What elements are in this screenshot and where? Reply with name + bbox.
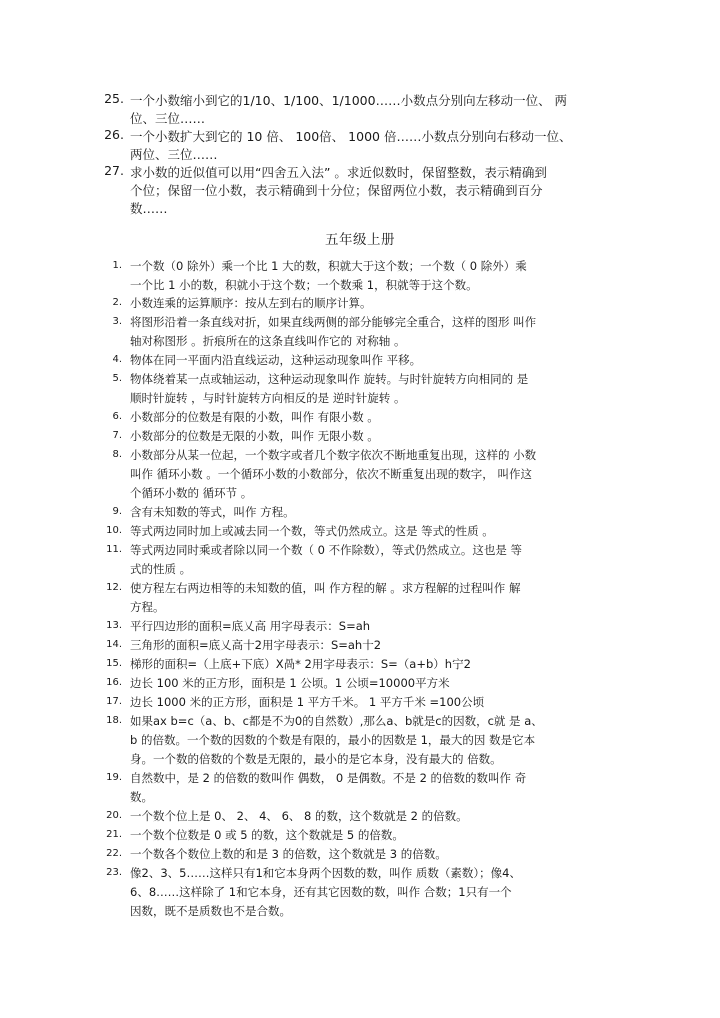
item-number: 19. [106, 772, 122, 783]
item-number: 21. [106, 829, 122, 840]
item-text: 轴对称图形 。折痕所在的这条直线叫作它的 对称轴 。 [130, 334, 406, 348]
item-text: b 的倍数。一个数的因数的个数是有限的，最小的因数是 1，最大的因 数是它本 [130, 733, 536, 747]
item-text: 如果ax b=c（a、b、c都是不为0的自然数）,那么a、b就是c的因数，c就 是 a、 [130, 714, 543, 728]
item-number: 2. [112, 297, 122, 308]
item-text: 三角形的面积=底乂高十2用字母表示：S=ah十2 [130, 638, 382, 652]
item-text: 个位；保留一位小数，表示精确到十分位；保留两位小数，表示精确到百分 [130, 183, 543, 198]
item-text: 物体在同一平面内沿直线运动，这种运动现象叫作 平移。 [130, 353, 422, 367]
item-text: 式的性质 。 [130, 562, 192, 576]
item-text: 一个比 1 小的数，积就小于这个数；一个数乘 1，积就等于这个数。 [130, 278, 478, 292]
item-text: 因数，既不是质数也不是合数。 [130, 904, 291, 918]
item-text: 一个小数扩大到它的 10 倍、 100倍、 1000 倍……小数点分别向右移动一位、 [130, 129, 572, 144]
item-number: 7. [112, 430, 122, 441]
item-text: 等式两边同时乘或者除以同一个数（ 0 不作除数），等式仍然成立。这也是 等 [130, 543, 523, 557]
item-number: 12. [106, 582, 122, 593]
item-number: 8. [112, 449, 122, 460]
item-number: 16. [106, 677, 122, 688]
item-text: 顺时针旋转 ，与时针旋转方向相反的是 逆时针旋转 。 [130, 391, 406, 405]
item-text: 一个数各个数位上数的和是 3 的倍数，这个数就是 3 的倍数。 [130, 847, 447, 861]
item-text: 自然数中，是 2 的倍数的数叫作 偶数， 0 是偶数。不是 2 的倍数的数叫作 奇 [130, 771, 527, 785]
item-number: 3. [112, 316, 122, 327]
item-number: 23. [106, 867, 122, 878]
item-text: 小数部分从某一位起，一个数字或者几个数字依次不断地重复出现，这样的 小数 [130, 448, 537, 462]
item-number: 6. [112, 411, 122, 422]
item-text: 个循环小数的 循环节 。 [130, 486, 253, 500]
item-text: 梯形的面积=（上底+下底）X咼* 2用字母表示：S=（a+b）h宁2 [130, 657, 471, 671]
item-text: 一个小数缩小到它的1/10、1/100、1/1000……小数点分别向左移动一位、 两 [130, 93, 568, 108]
item-number: 20. [106, 810, 122, 821]
item-text: 使方程左右两边相等的未知数的值，叫 作方程的解 。求方程解的过程叫作 解 [130, 581, 521, 595]
item-number: 4. [112, 354, 122, 365]
item-text: 一个数个位上是 0、 2、 4、 6、 8 的数，这个数就是 2 的倍数。 [130, 809, 468, 823]
item-number: 26. [104, 127, 124, 142]
item-text: 位、三位…… [130, 111, 206, 126]
item-text: 一个数（0 除外）乘一个比 1 大的数，积就大于这个数；一个数（ 0 除外）乘 [130, 259, 527, 273]
item-text: 平行四边形的面积=底乂高 用字母表示：S=ah [130, 619, 371, 633]
item-text: 小数连乘的运算顺序：按从左到右的顺序计算。 [130, 296, 372, 310]
item-number: 14. [106, 639, 122, 650]
item-number: 5. [112, 373, 122, 384]
item-number: 15. [106, 658, 122, 669]
item-number: 11. [106, 544, 122, 555]
item-text: 含有未知数的等式，叫作 方程。 [130, 505, 295, 519]
item-text: 将图形沿着一条直线对折，如果直线两侧的部分能够完全重合，这样的图形 叫作 [130, 315, 537, 329]
item-number: 13. [106, 620, 122, 631]
item-number: 18. [106, 715, 122, 726]
item-number: 9. [112, 506, 122, 517]
item-text: 身。一个数的倍数的个数是无限的，最小的是它本身，没有最大的 倍数。 [130, 752, 502, 766]
item-text: 一个数个位数是 0 或 5 的数，这个数就是 5 的倍数。 [130, 828, 404, 842]
item-text: 数。 [130, 790, 153, 804]
item-number: 1. [112, 260, 122, 271]
item-text: 小数部分的位数是无限的小数，叫作 无限小数 。 [130, 429, 379, 443]
item-text: 两位、三位…… [130, 147, 218, 162]
item-text: 边长 1000 米的正方形，面积是 1 平方千米。 1 平方千米 =100公顷 [130, 695, 485, 709]
item-text: 求小数的近似值可以用“四舍五入法” 。求近似数时，保留整数，表示精确到 [130, 165, 547, 180]
item-text: 物体绕着某一点或轴运动，这种运动现象叫作 旋转。与时针旋转方向相同的 是 [130, 372, 529, 386]
item-text: 叫作 循环小数 。一个循环小数的小数部分，依次不断重复出现的数字， 叫作这 [130, 467, 532, 481]
item-number: 10. [106, 525, 122, 536]
item-number: 17. [106, 696, 122, 707]
section-title: 五年级上册 [325, 232, 395, 248]
item-text: 小数部分的位数是有限的小数，叫作 有限小数 。 [130, 410, 379, 424]
item-text: 6、8……这样除了 1和它本身，还有其它因数的数，叫作 合数；1只有一个 [130, 885, 512, 899]
item-text: 方程。 [130, 600, 165, 614]
item-text: 像2、3、5……这样只有1和它本身两个因数的数，叫作 质数（素数）；像4、 [130, 866, 521, 880]
item-text: 等式两边同时加上或减去同一个数，等式仍然成立。这是 等式的性质 。 [130, 524, 494, 538]
item-number: 25. [104, 91, 124, 106]
item-text: 数…… [130, 201, 168, 216]
item-text: 边长 100 米的正方形，面积是 1 公顷。1 公顷=10000平方米 [130, 676, 450, 690]
item-number: 27. [104, 163, 124, 178]
item-number: 22. [106, 848, 122, 859]
